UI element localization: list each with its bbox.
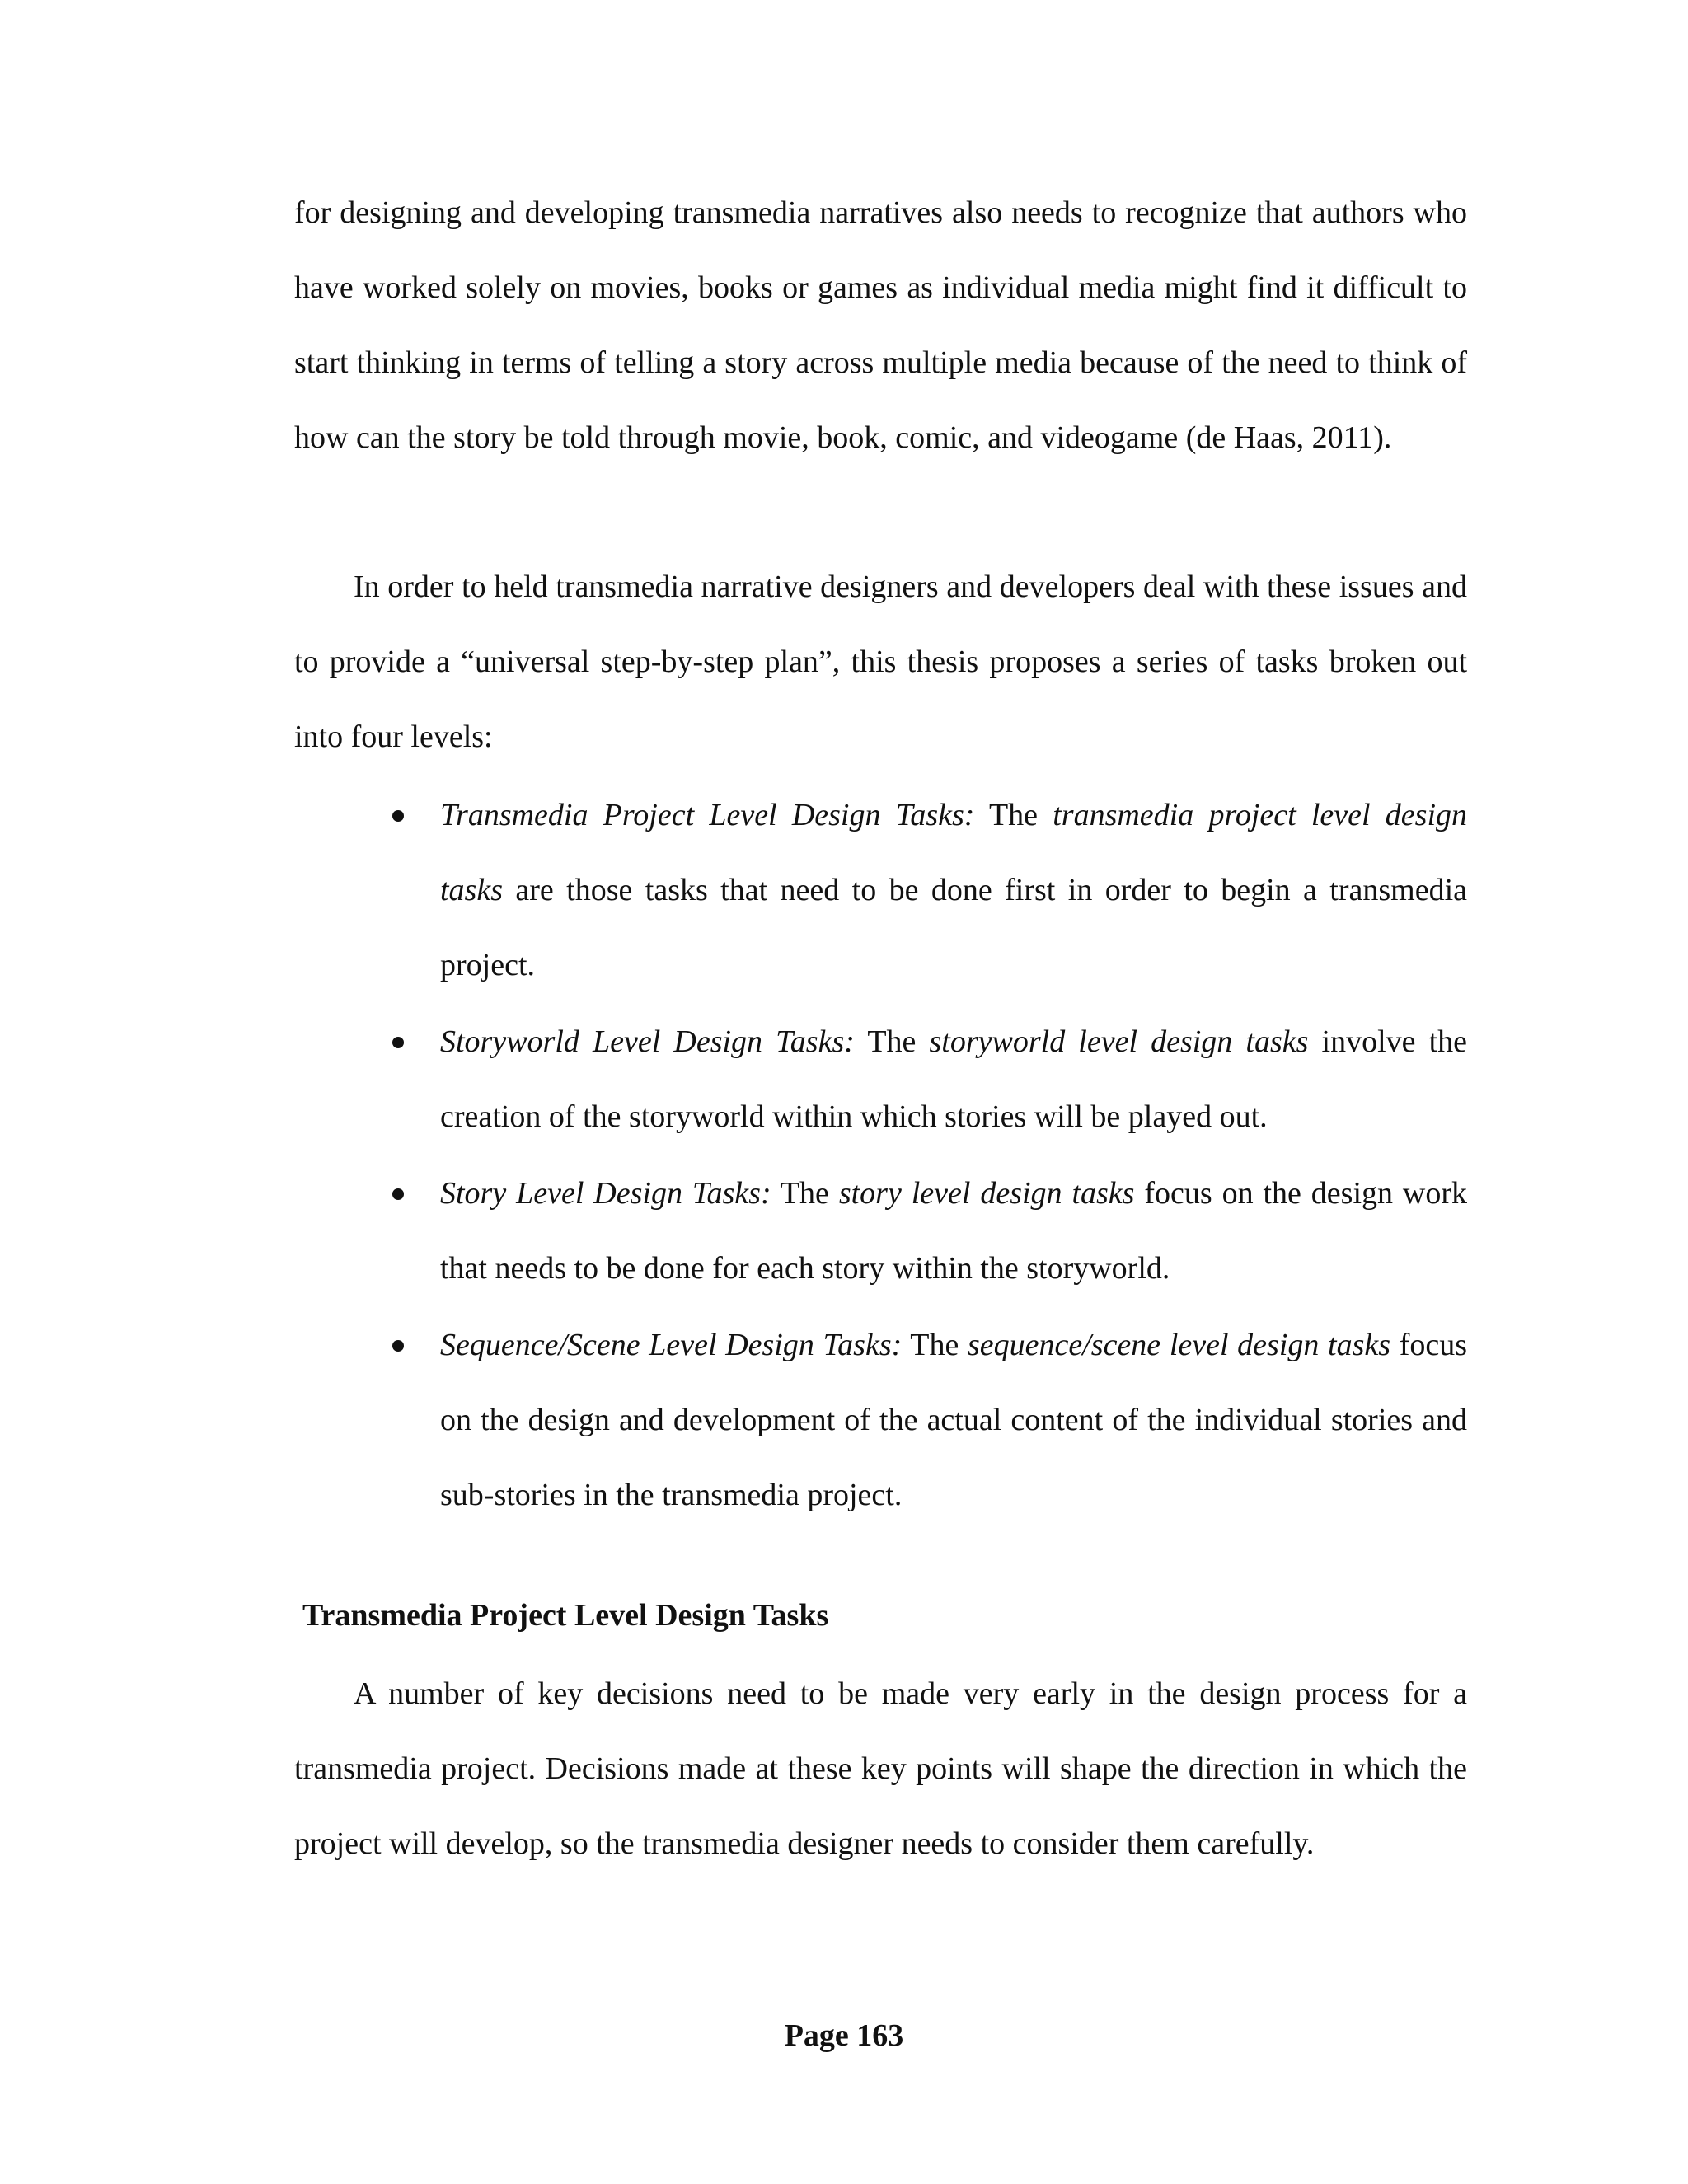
item-the: The bbox=[910, 1328, 959, 1362]
list-item bbox=[294, 778, 1467, 1003]
paragraph-text: A number of key decisions need to be made very early in the design process for a transmedia project. Decisions made at these key points will shape the direction in which the project will develop, so the transmedia designer needs to consider them carefully. bbox=[294, 1676, 1467, 1861]
item-term: story level design tasks bbox=[838, 1176, 1135, 1211]
item-the: The bbox=[988, 798, 1039, 832]
bullet-icon bbox=[392, 810, 404, 822]
list-item bbox=[294, 1308, 1467, 1533]
page-number: Page 163 bbox=[784, 2018, 904, 2053]
list-item bbox=[294, 1156, 1467, 1306]
item-label: Storyworld Level Design Tasks: bbox=[440, 1024, 855, 1059]
section-heading: Transmedia Project Level Design Tasks bbox=[302, 1598, 829, 1633]
design-levels-list bbox=[294, 778, 1467, 1533]
item-term: storyworld level design tasks bbox=[929, 1024, 1309, 1059]
item-description: involve the creation of the storyworld within which stories will be played out. bbox=[440, 1024, 1468, 1134]
item-description: focus on the design and development of the actual content of the individual stories and sub-stories in the transmedia project. bbox=[440, 1328, 1468, 1512]
bullet-icon bbox=[392, 1037, 404, 1048]
item-the: The bbox=[867, 1024, 917, 1059]
list-item bbox=[294, 1005, 1467, 1155]
paragraph-text: In order to held transmedia narrative designers and developers deal with these issues and to provide a “universal step-by-step plan”, this thesis proposes a series of tasks broken out into four levels: bbox=[294, 569, 1467, 754]
bullet-icon bbox=[392, 1340, 404, 1352]
item-label: Sequence/Scene Level Design Tasks: bbox=[440, 1328, 903, 1362]
item-term: sequence/scene level design tasks bbox=[967, 1328, 1391, 1362]
bullet-icon bbox=[392, 1188, 404, 1200]
item-term: transmedia project level design tasks bbox=[440, 798, 1467, 907]
item-description: focus on the design work that needs to be done for each story within the storyworld. bbox=[440, 1176, 1468, 1286]
paragraph-section-body bbox=[294, 1657, 1467, 1882]
item-label: Story Level Design Tasks: bbox=[440, 1176, 771, 1211]
item-the: The bbox=[780, 1176, 829, 1211]
paragraph-text: for designing and developing transmedia narratives also needs to recognize that authors who have worked solely on movies, books or games as individual media might find it difficult to start thinking in terms of telling a story across multiple media because of the need to think of how can the story be told through movie, book, comic, and videogame (de Haas, 2011). bbox=[294, 195, 1467, 455]
item-description: are those tasks that need to be done first in order to begin a transmedia project. bbox=[440, 873, 1468, 982]
paragraph-continuation bbox=[294, 176, 1467, 476]
paragraph-levels-intro bbox=[294, 550, 1467, 775]
item-label: Transmedia Project Level Design Tasks: bbox=[440, 798, 975, 832]
